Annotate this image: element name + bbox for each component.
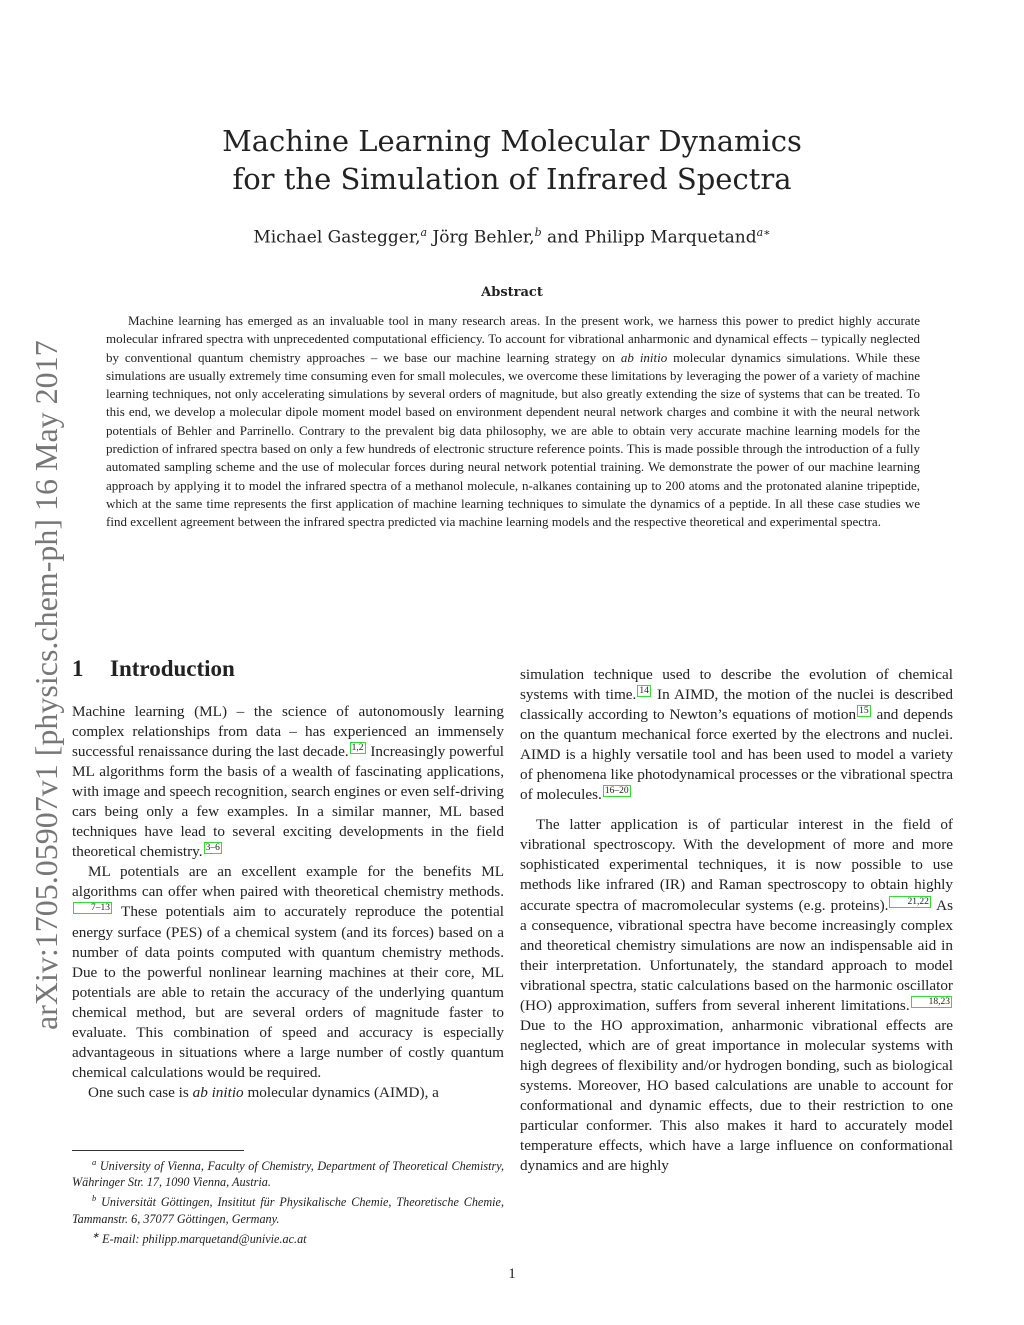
affiliation-mark: b [534,226,542,239]
paragraph [72,862,504,1083]
paragraph [72,702,504,862]
text-run: The latter application is of particular interest in the field of vibrational spectroscopy. With the development of more and more sophisticated experimental techniques, it is now possible to use methods like infrared (IR) and Raman spectroscopy to obtain highly accurate spectra of macromolecular systems (e.g. proteins). [520,816,953,914]
footnote-rule [72,1150,244,1151]
paragraph [520,815,953,1176]
footnote-email [72,1227,504,1247]
citation-link[interactable]: 18,23 [911,996,952,1008]
section-heading [72,656,235,682]
page-number: 1 [508,1266,516,1282]
citation-link[interactable]: 3–6 [205,843,220,854]
text-run: and depends on the quantum mechanical force exerted by the electrons and nuclei. AIMD is a highly versatile tool and has been used to model a variety of phenomena like photodynamical processes or the vibrational spectra of molecules. [520,706,953,804]
text-run: These potentials aim to accurately reproduce the potential energy surface (PES) of a chemical system (and its forces) based on a number of data points computed with quantum chemistry methods. Due to the powerful nonlinear learning machines at their core, ML potentials are able to retain the accuracy of the underlying quantum chemical method, but are several orders of magnitude faster to evaluate. This combination of speed and accuracy is especially advantageous in situations where a large number of costly quantum chemical calculations would be required. [72,903,504,1081]
left-column [72,702,504,1103]
text-run: As a consequence, vibrational spectra have become increasingly complex and theoretical chemistry simulations are now an indispensable aid in their interpretation. Unfortunately, the standard approach to model vibrational spectra, static calculations based on the harmonic oscillator (HO) approximation, suffers from several inherent limitations. [520,896,953,1014]
footnote-mark: ∗ [92,1229,100,1240]
paragraph [72,1083,504,1103]
text-run: One such case is [88,1083,193,1101]
text-run: Increasingly powerful ML algorithms form the basis of a wealth of fascinating applications, with image and speech recognition, search engines or even self-driving cars being only a few examples. In a similar manner, ML based techniques have lead to several exciting developments in the field theoretical chemistry. [72,743,504,861]
abstract-part-1: Machine learning has emerged as an invaluable tool in many research areas. In the present work, we harness this power to predict highly accurate molecular infrared spectra with unprecedented computational efficiency. To account for vibrational anharmonic and dynamical effects – typically neglected by conventional quantum chemistry approaches – we base our machine learning strategy on [106,313,920,365]
emphasis: ab initio [192,1083,244,1101]
abstract-part-2: molecular dynamics simulations. While these simulations are usually extremely time consuming even for small molecules, we overcome these limitations by leveraging the power of a variety of machine learning techniques, not only accelerating simulations by several orders of magnitude, but also greatly extending the size of systems that can be treated. To this end, we develop a molecular dipole moment model based on environment dependent neural network charges and combine it with the neural network potentials of Behler and Parrinello. Contrary to the prevalent big data philosophy, we are able to obtain very accurate machine learning models for the prediction of infrared spectra based on only a few hundreds of electronic structure reference points. This is made possible through the introduction of a fully automated sampling scheme and the use of molecular forces during neural network potential training. We demonstrate the power of our machine learning approach by applying it to model the infrared spectra of a methanol molecule, n-alkanes containing up to 200 atoms and the protonated alanine tripeptide, which at the same time represents the first application of machine learning techniques to simulate the dynamics of a peptide. In all these case studies we find excellent agreement between the infrared spectra predicted via machine learning models and the respective theoretical and experimental spectra. [106,349,921,530]
title-line-2: for the Simulation of Infrared Spectra [232,162,792,196]
citation-link[interactable]: 1,2 [351,743,364,754]
author-gastegger: Michael Gastegger, [253,227,421,248]
paragraph [520,665,953,805]
footnotes [72,1154,504,1247]
citation-link[interactable]: 16–20 [604,786,629,797]
text-run: In AIMD, the motion of the nuclei is described classically according to Newton’s equations of motion [520,686,953,724]
author-behler: Jörg Behler, [427,227,535,248]
section-title: Introduction [110,656,235,681]
abstract-emphasis: ab initio [620,349,668,365]
arxiv-watermark: arXiv:1705.05907v1 [physics.chem-ph] 16 May 2017 [28,340,64,1030]
text-run: Machine learning (ML) – the science of autonomously learning complex relationships from data – has experienced an immensely successful renaissance during the last decade. [72,703,504,761]
footnote-mark: a [92,1157,97,1167]
title-line-1: Machine Learning Molecular Dynamics [222,124,802,158]
citation-link[interactable]: 7–13 [73,902,112,914]
footnote-mark: b [92,1193,97,1204]
author-list [0,220,1024,251]
footnote-text: E-mail: philipp.marquetand@univie.ac.at [99,1232,307,1246]
footnote-affiliation-b [72,1190,504,1226]
citation-link[interactable]: 15 [859,706,869,717]
affiliation-mark: a [420,226,428,239]
paper-title [0,122,1024,198]
text-run: molecular dynamics (AIMD), a [243,1083,439,1101]
text-run: ML potentials are an excellent example for the benefits ML algorithms can offer when paired with theoretical chemistry methods. [72,863,504,901]
abstract-text [106,312,920,532]
citation-link[interactable]: 21,22 [889,896,930,908]
text-run: simulation technique used to describe the evolution of chemical systems with time. [520,666,953,704]
right-column [520,665,953,1176]
footnote-text: University of Vienna, Faculty of Chemistry, Department of Theoretical Chemistry, Währinger Str. 17, 1090 Vienna, Austria. [72,1159,504,1190]
footnote-affiliation-a [72,1154,504,1190]
text-run: Due to the HO approximation, anharmonic vibrational effects are neglected, which are of great importance in molecular systems with high degrees of flexibility and/or hydrogen bonding, such as biological systems. Moreover, HO based calculations are unable to account for conformational and dynamic effects, due to their restriction to one particular conformer. This also makes it hard to accurately model temperature effects, which have a large influence on conformational dynamics and are highly [520,1016,953,1175]
footnote-text: Universität Göttingen, Insititut für Physikalische Chemie, Theoretische Chemie, Tammanstr. 6, 37077 Göttingen, Germany. [72,1195,504,1226]
section-number: 1 [72,656,84,681]
affiliation-mark: a∗ [756,226,771,239]
citation-link[interactable]: 14 [639,686,649,697]
author-marquetand: and Philipp Marquetand [541,227,757,248]
abstract-heading: Abstract [481,285,543,300]
